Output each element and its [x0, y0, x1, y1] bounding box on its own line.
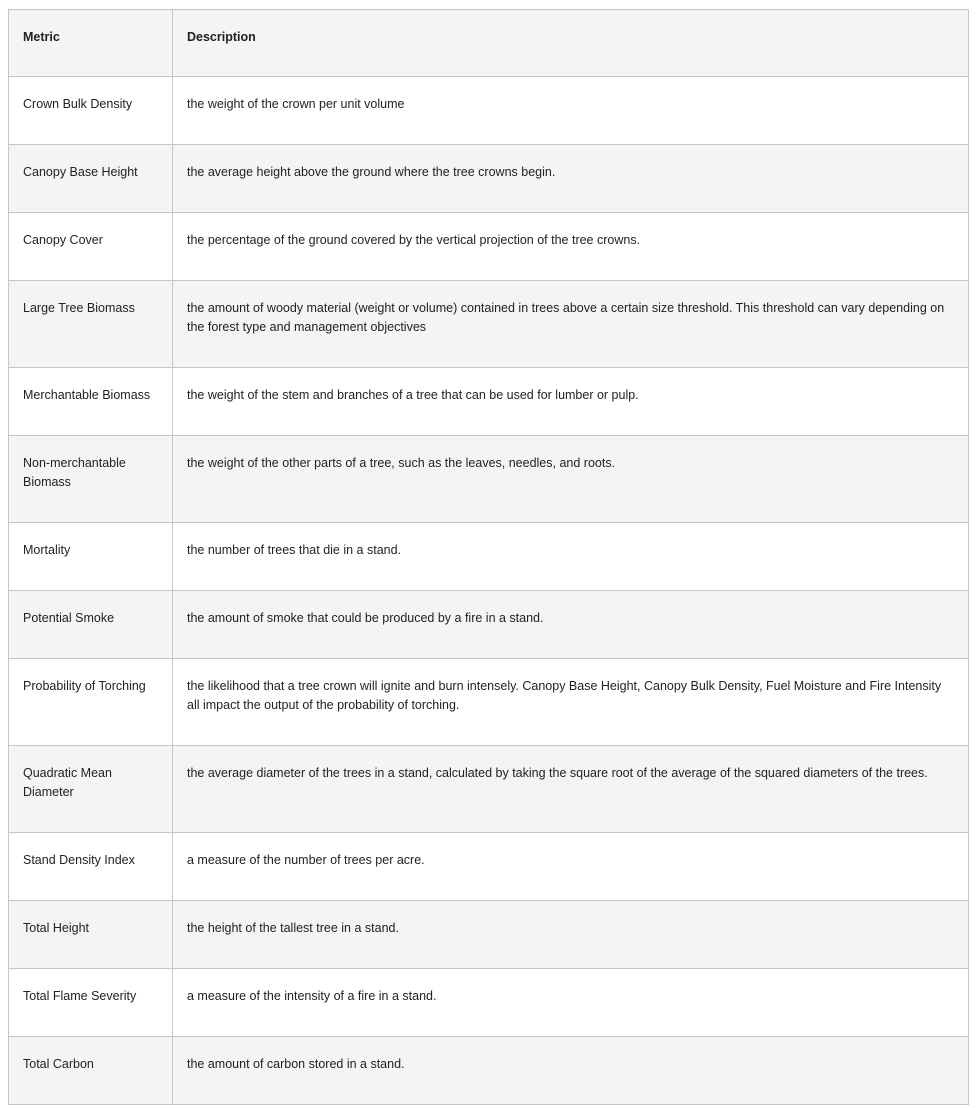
- description-cell: the weight of the crown per unit volume: [173, 77, 969, 145]
- description-cell: the weight of the stem and branches of a tree that can be used for lumber or pulp.: [173, 368, 969, 436]
- metric-cell: Canopy Base Height: [9, 145, 173, 213]
- metric-cell: Potential Smoke: [9, 591, 173, 659]
- description-cell: the average diameter of the trees in a stand, calculated by taking the square root of the average of the squared diameters of the trees.: [173, 746, 969, 833]
- metric-cell: Probability of Torching: [9, 659, 173, 746]
- metrics-table: [8, 9, 969, 1105]
- table-row: [9, 145, 969, 213]
- table-row: [9, 833, 969, 901]
- table-row: [9, 77, 969, 145]
- table-row: [9, 1037, 969, 1105]
- metric-cell: Large Tree Biomass: [9, 281, 173, 368]
- table-row: [9, 523, 969, 591]
- description-cell: a measure of the intensity of a fire in a stand.: [173, 969, 969, 1037]
- description-cell: the amount of woody material (weight or volume) contained in trees above a certain size threshold. This threshold can vary depending on the forest type and management objectives: [173, 281, 969, 368]
- metric-cell: Quadratic Mean Diameter: [9, 746, 173, 833]
- header-description: Description: [173, 10, 969, 77]
- metric-cell: Total Flame Severity: [9, 969, 173, 1037]
- table-row: [9, 591, 969, 659]
- metric-cell: Non-merchantable Biomass: [9, 436, 173, 523]
- table-row: [9, 281, 969, 368]
- metric-cell: Mortality: [9, 523, 173, 591]
- description-cell: the weight of the other parts of a tree, such as the leaves, needles, and roots.: [173, 436, 969, 523]
- description-cell: the amount of smoke that could be produced by a fire in a stand.: [173, 591, 969, 659]
- description-cell: the number of trees that die in a stand.: [173, 523, 969, 591]
- table-row: [9, 659, 969, 746]
- metric-cell: Merchantable Biomass: [9, 368, 173, 436]
- metric-cell: Total Carbon: [9, 1037, 173, 1105]
- header-metric: Metric: [9, 10, 173, 77]
- table-row: [9, 213, 969, 281]
- table-row: [9, 436, 969, 523]
- metric-cell: Crown Bulk Density: [9, 77, 173, 145]
- description-cell: the likelihood that a tree crown will ignite and burn intensely. Canopy Base Height, Canopy Bulk Density, Fuel Moisture and Fire Intensity all impact the output of the probability of torching.: [173, 659, 969, 746]
- table-row: [9, 368, 969, 436]
- table-row: [9, 969, 969, 1037]
- metrics-table-container: [8, 9, 968, 1105]
- metric-cell: Total Height: [9, 901, 173, 969]
- metric-cell: Stand Density Index: [9, 833, 173, 901]
- header-row: [9, 10, 969, 77]
- description-cell: a measure of the number of trees per acre.: [173, 833, 969, 901]
- description-cell: the average height above the ground where the tree crowns begin.: [173, 145, 969, 213]
- table-row: [9, 746, 969, 833]
- description-cell: the percentage of the ground covered by the vertical projection of the tree crowns.: [173, 213, 969, 281]
- table-header: [9, 10, 969, 77]
- table-body: [9, 77, 969, 1105]
- description-cell: the height of the tallest tree in a stand.: [173, 901, 969, 969]
- description-cell: the amount of carbon stored in a stand.: [173, 1037, 969, 1105]
- metric-cell: Canopy Cover: [9, 213, 173, 281]
- table-row: [9, 901, 969, 969]
